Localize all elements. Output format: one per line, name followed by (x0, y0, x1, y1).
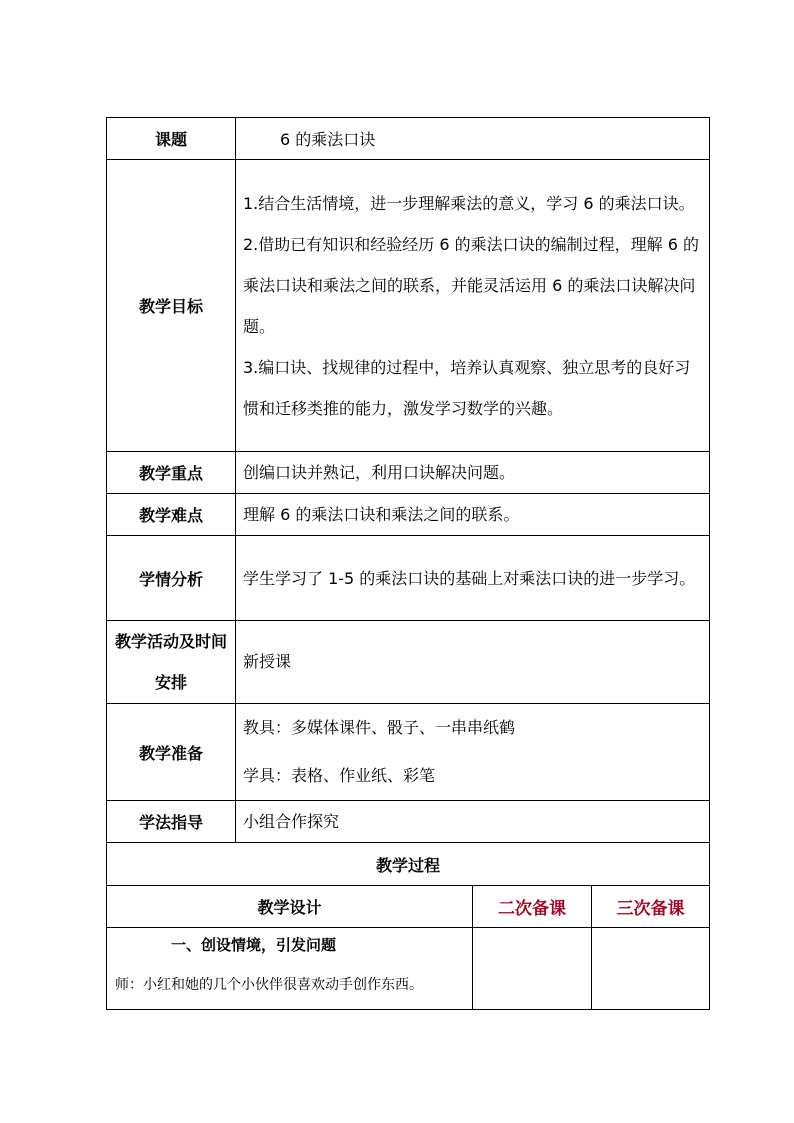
row-difficulties (107, 494, 710, 536)
learning-aids: 学具：表格、作业纸、彩笔 (243, 766, 436, 785)
value-method: 小组合作探究 (236, 801, 710, 843)
design-content (107, 928, 473, 1010)
label-key-points: 教学重点 (107, 452, 236, 494)
row-objectives (107, 160, 710, 452)
row-key-points (107, 452, 710, 494)
row-topic (107, 118, 710, 160)
value-difficulties: 理解 6 的乘法口诀和乘法之间的联系。 (236, 494, 710, 536)
value-topic: 6 的乘法口诀 (236, 118, 710, 160)
label-preparation: 教学准备 (107, 704, 236, 801)
objective-3: 3.编口诀、找规律的过程中，培养认真观察、独立思考的良好习惯和迁移类推的能力，激发学习数学的兴趣。 (243, 357, 691, 418)
third-prep-cell (592, 928, 710, 1010)
label-objectives: 教学目标 (107, 160, 236, 452)
value-objectives (236, 160, 710, 452)
row-process-headers (107, 886, 710, 928)
lesson-plan-table (106, 117, 710, 1010)
label-activities: 教学活动及时间安排 (107, 621, 236, 704)
process-title: 教学过程 (107, 843, 710, 886)
section-heading: 一、创设情境，引发问题 (171, 936, 337, 954)
second-prep-cell (473, 928, 592, 1010)
section-text: 师：小红和她的几个小伙伴很喜欢动手创作东西。 (115, 977, 423, 993)
second-prep-header: 二次备课 (473, 886, 592, 928)
label-difficulties: 教学难点 (107, 494, 236, 536)
design-header: 教学设计 (107, 886, 473, 928)
value-preparation (236, 704, 710, 801)
row-method (107, 801, 710, 843)
value-activities: 新授课 (236, 621, 710, 704)
row-process-content (107, 928, 710, 1010)
objective-2: 2.借助已有知识和经验经历 6 的乘法口诀的编制过程，理解 6 的乘法口诀和乘法之间的联系，并能灵活运用 6 的乘法口诀解决问题。 (243, 234, 699, 336)
third-prep-header: 三次备课 (592, 886, 710, 928)
row-activities (107, 621, 710, 704)
label-method: 学法指导 (107, 801, 236, 843)
row-preparation (107, 704, 710, 801)
row-analysis (107, 536, 710, 621)
value-analysis: 学生学习了 1-5 的乘法口诀的基础上对乘法口诀的进一步学习。 (236, 536, 710, 621)
row-process-title (107, 843, 710, 886)
teaching-aids: 教具：多媒体课件、骰子、一串串纸鹤 (243, 718, 516, 737)
label-analysis: 学情分析 (107, 536, 236, 621)
objective-1: 1.结合生活情境，进一步理解乘法的意义，学习 6 的乘法口诀。 (243, 193, 695, 213)
value-key-points: 创编口诀并熟记，利用口诀解决问题。 (236, 452, 710, 494)
label-topic: 课题 (107, 118, 236, 160)
